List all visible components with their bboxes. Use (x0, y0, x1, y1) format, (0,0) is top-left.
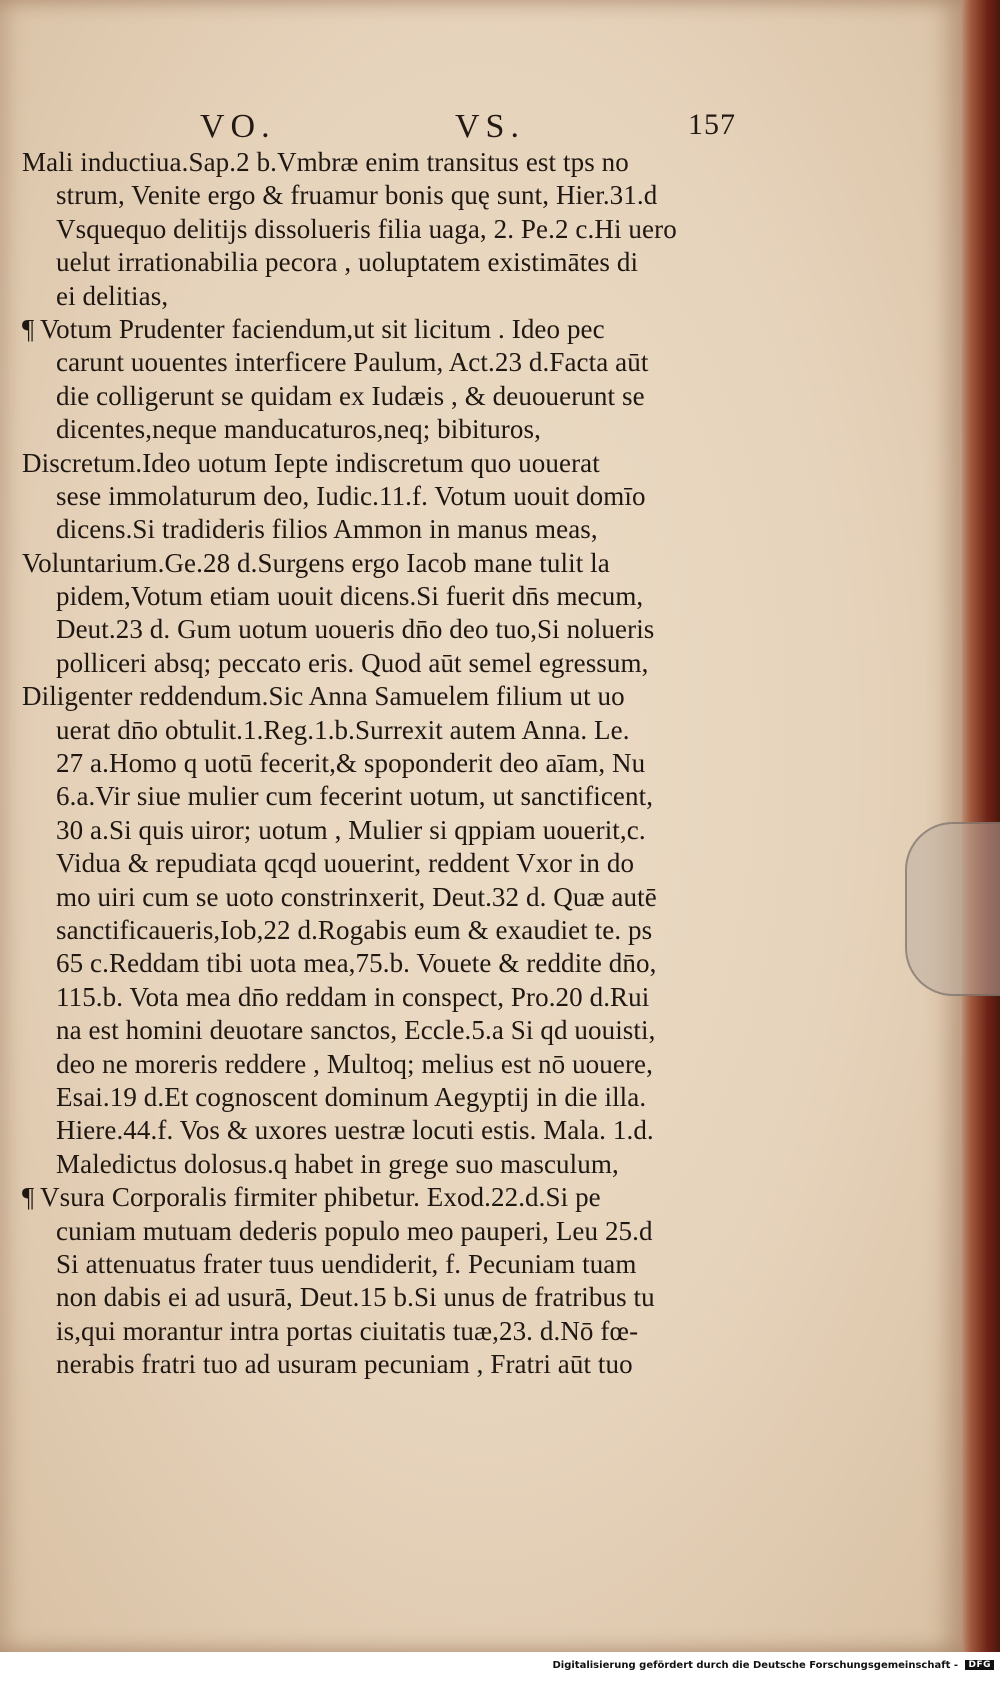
text-line: dicens.Si tradideris filios Ammon in manus meas, (56, 514, 598, 545)
text-line: die colligerunt se quidam ex Iudæis , & deuouerunt se (56, 380, 645, 411)
running-head-center: VS. (455, 108, 525, 145)
text-line: non dabis ei ad usurā, Deut.15 b.Si unus de fratribus tu (56, 1282, 655, 1313)
text-line: Hiere.44.f. Vos & uxores uestræ locuti estis. Mala. 1.d. (56, 1115, 654, 1146)
text-line: mo uiri cum se uoto constrinxerit, Deut.32 d. Quæ autē (56, 881, 657, 912)
text-block (20, 146, 920, 1381)
text-line: na est homini deuotare sanctos, Eccle.5.a Si qd uouisti, (56, 1015, 656, 1046)
text-line: Voluntarium.Ge.28 d.Surgens ergo Iacob mane tulit la (22, 547, 610, 578)
credit-text: Digitalisierung gefördert durch die Deutsche Forschungsgemeinschaft - (552, 1660, 958, 1671)
text-line: uerat dn̄o obtulit.1.Reg.1.b.Surrexit autem Anna. Le. (56, 714, 630, 745)
pilcrow-mark: ¶ (22, 1182, 35, 1213)
text-line: pidem,Votum etiam uouit dicens.Si fuerit dn̄s mecum, (56, 581, 644, 612)
dfg-logo: DFG (965, 1660, 994, 1670)
text-line: Vsquequo delitijs dissolueris filia uaga, 2. Pe.2 c.Hi uero (56, 213, 677, 244)
text-line: Maledictus dolosus.q habet in grege suo masculum, (56, 1148, 619, 1179)
text-line: 65 c.Reddam tibi uota mea,75.b. Vouete & reddite dn̄o, (56, 948, 657, 979)
text-line: sese immolaturum deo, Iudic.11.f. Votum uouit domīo (56, 480, 646, 511)
text-line: 6.a.Vir siue mulier cum fecerint uotum, ut sanctificent, (56, 781, 654, 812)
text-line: carunt uouentes interficere Paulum, Act.23 d.Facta aūt (56, 347, 649, 378)
text-line: Vidua & repudiata qcqd uouerint, reddent Vxor in do (56, 848, 635, 879)
text-line: Esai.19 d.Et cognoscent dominum Aegyptij in die illa. (56, 1081, 647, 1112)
text-line: 115.b. Vota mea dn̄o reddam in conspect, Pro.20 d.Rui (56, 981, 650, 1012)
text-line: Deut.23 d. Gum uotum uoueris dn̄o deo tuo,Si nolueris (56, 614, 655, 645)
text-line: uelut irrationabilia pecora , uoluptatem existimātes di (56, 247, 639, 278)
text-line: nerabis fratri tuo ad usuram pecuniam , Fratri aūt tuo (56, 1349, 633, 1380)
text-line: ¶ Vsura Corporalis firmiter phibetur. Exod.22.d.Si pe (20, 1181, 920, 1214)
digitization-credit (0, 1660, 994, 1680)
text-line: 30 a.Si quis uiror; uotum , Mulier si qppiam uouerit,c. (56, 814, 646, 845)
text-line: 27 a.Homo q uotū fecerit,& spoponderit deo aīam, Nu (56, 748, 646, 779)
text-line: ei delitias, (56, 280, 169, 311)
text-line: dicentes,neque manducaturos,neq; bibituros, (56, 414, 541, 445)
text-line: Si attenuatus frater tuus uendiderit, f. Pecuniam tuam (56, 1248, 637, 1279)
text-line: deo ne moreris reddere , Multoq; melius est nō uouere, (56, 1048, 653, 1079)
pilcrow-mark: ¶ (22, 313, 35, 344)
text-line: ¶ Votum Prudenter faciendum,ut sit licitum . Ideo pec (20, 313, 920, 346)
text-line: is,qui morantur intra portas ciuitatis tuæ,23. d.Nō fœ- (56, 1315, 639, 1346)
text-line: polliceri absq; peccato eris. Quod aūt semel egressum, (56, 647, 649, 678)
text-line: strum, Venite ergo & fruamur bonis quę sunt, Hier.31.d (56, 180, 658, 211)
text-line: sanctificaueris,Iob,22 d.Rogabis eum & exaudiet te. ps (56, 914, 653, 945)
transparent-clip (905, 822, 1000, 996)
running-head-left: VO. (200, 108, 276, 145)
text-line: cuniam mutuam dederis populo meo pauperi, Leu 25.d (56, 1215, 653, 1246)
text-line: Diligenter reddendum.Sic Anna Samuelem filium ut uo (22, 681, 625, 712)
folio-number: 157 (688, 108, 736, 141)
text-line: Discretum.Ideo uotum Iepte indiscretum quo uouerat (22, 447, 600, 478)
text-line: Mali inductiua.Sap.2 b.Vmbræ enim transitus est tps no (22, 147, 629, 177)
